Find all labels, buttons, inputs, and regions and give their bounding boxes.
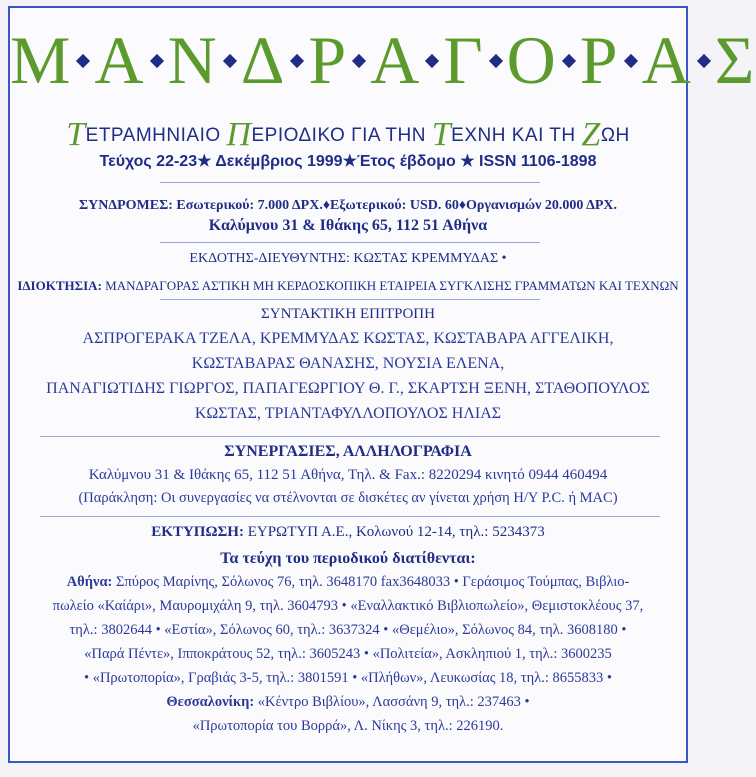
issue-line: Τεύχος 22-23★ Δεκέμβριος 1999★Έτος έβδομο ★ ISSN 1106-1898: [99, 153, 597, 170]
divider: [160, 242, 540, 243]
collaboration-heading: ΣΥΝΕΡΓΑΣΙΕΣ, ΑΛΛΗΛΟΓΡΑΦΙΑ: [224, 443, 472, 460]
divider: [160, 182, 540, 183]
athens-line: τηλ.: 3802644 • «Εστία», Σόλωνος 60, τηλ.: 3637324 • «Θεμέλιο», Σόλωνος 84, τηλ. 3608180 •: [69, 622, 627, 638]
subtitle-initial: Τ: [66, 116, 86, 153]
diamond-separator-icon: [76, 54, 90, 68]
title-letter: Ο: [506, 22, 558, 98]
divider: [40, 436, 660, 437]
editorial-member-line: ΚΩΣΤΑΒΑΡΑΣ ΘΑΝΑΣΗΣ, ΝΟΥΣΙΑ ΕΛΕΝΑ,: [191, 355, 505, 372]
athens-line: «Παρά Πέντε», Ιπποκράτους 52, τηλ.: 3605243 • «Πολιτεία», Ασκληπιού 1, τηλ.: 3600235: [84, 646, 612, 662]
diamond-separator-icon: [697, 54, 711, 68]
divider: [160, 299, 540, 300]
masthead-title: [10, 20, 756, 100]
thessaloniki-line: «Πρωτοπορία του Βορρά», Λ. Νίκης 3, τηλ.: 226190.: [192, 718, 504, 734]
title-letter: Α: [641, 22, 693, 98]
publisher-name: ΚΩΣΤΑΣ ΚΡΕΜΜΥΔΑΣ •: [353, 251, 507, 266]
diamond-separator-icon: [290, 54, 304, 68]
ownership-text: ΜΑΝΔΡΑΓΟΡΑΣ ΑΣΤΙΚΗ ΜΗ ΚΕΡΔΟΣΚΟΠΙΚΗ ΕΤΑΙΡΕΙΑ ΣΥΓΚΛΙΣΗΣ ΓΡΑΜΜΑΤΩΝ ΚΑΙ ΤΕΧΝΩΝ: [105, 278, 679, 293]
thessaloniki-line: [10, 694, 686, 711]
printing-text: ΕΥΡΩΤΥΠ Α.Ε., Κολωνού 12-14, τηλ.: 5234373: [247, 524, 545, 540]
ownership-label: ΙΔΙΟΚΤΗΣΙΑ:: [17, 278, 102, 293]
collaboration-address: Καλύμνου 31 & Ιθάκης 65, 112 51 Αθήνα, Τηλ. & Fax.: 8220294 κινητό 0944 460494: [88, 467, 608, 483]
subscriptions-address: Καλύμνου 31 & Ιθάκης 65, 112 51 Αθήνα: [208, 217, 488, 234]
title-letter: Σ: [714, 22, 756, 98]
athens-line: [10, 574, 686, 591]
subtitle-initial: Π: [226, 116, 252, 153]
editorial-heading: ΣΥΝΤΑΚΤΙΚΗ ΕΠΙΤΡΟΠΗ: [261, 306, 435, 322]
editorial-member-line: ΑΣΠΡΟΓΕΡΑΚΑ ΤΖΕΛΑ, ΚΡΕΜΜΥΔΑΣ ΚΩΣΤΑΣ, ΚΩΣΤΑΒΑΡΑ ΑΓΓΕΛΙΚΗ,: [82, 330, 614, 347]
diamond-separator-icon: [223, 54, 237, 68]
title-letter: Δ: [240, 22, 287, 98]
diamond-separator-icon: [489, 54, 503, 68]
publisher-line: [10, 251, 686, 267]
subtitle-word: ΕΧΝΗ ΚΑΙ ΤΗ: [451, 125, 576, 146]
thessaloniki-label: Θεσσαλονίκη:: [166, 694, 255, 710]
title-letter: Ν: [167, 22, 219, 98]
diamond-separator-icon: [425, 54, 439, 68]
ownership-line: [10, 278, 686, 294]
diamond-separator-icon: [624, 54, 638, 68]
subtitle-word: ΕΡΙΟΔΙΚΟ ΓΙΑ ΤΗΝ: [251, 125, 426, 146]
subtitle-initial: Τ: [431, 116, 452, 153]
subscriptions-line: [10, 198, 686, 214]
diamond-separator-icon: [352, 54, 366, 68]
subtitle-initial: Ζ: [581, 116, 601, 153]
diamond-separator-icon: [562, 54, 576, 68]
subscriptions-label: ΣΥΝΔΡΟΜΕΣ:: [78, 198, 173, 213]
subscriptions-text: Εσωτερικού: 7.000 ΔΡΧ.♦Εξωτερικού: USD. 60♦Οργανισμών 20.000 ΔΡΧ.: [176, 198, 618, 213]
title-letter: Μ: [10, 22, 73, 98]
title-letter: Ρ: [579, 22, 620, 98]
athens-label: Αθήνα:: [66, 574, 113, 590]
masthead-subtitle: [10, 116, 686, 154]
publisher-label: ΕΚΔΟΤΗΣ-ΔΙΕΥΘΥΝΤΗΣ:: [189, 251, 350, 266]
title-letter: Ρ: [308, 22, 349, 98]
athens-line: • «Πρωτοπορία», Γραβιάς 3-5, τηλ.: 3801591 • «Πλήθων», Λευκωσίας 18, τηλ.: 8655833 •: [84, 670, 612, 686]
subtitle-word: ΕΤΡΑΜΗΝΙΑΙΟ: [85, 125, 221, 146]
title-letter: Α: [94, 22, 146, 98]
distribution-heading: Τα τεύχη του περιοδικού διατίθενται:: [220, 550, 476, 567]
title-letter: Α: [370, 22, 422, 98]
athens-line: πωλείο «Καίάρι», Μαυρομιχάλη 9, τηλ. 3604793 • «Εναλλακτικό Βιβλιοπωλείο», Θεμιστοκλέους 37,: [52, 598, 644, 614]
subtitle-word: ΩΗ: [600, 125, 630, 146]
printing-line: [10, 524, 686, 541]
printing-label: ΕΚΤΥΠΩΣΗ:: [151, 524, 244, 540]
colophon-page: [8, 6, 756, 763]
editorial-member-line: ΠΑΝΑΓΙΩΤΙΔΗΣ ΓΙΩΡΓΟΣ, ΠΑΠΑΓΕΩΡΓΙΟΥ Θ. Γ., ΣΚΑΡΤΣΗ ΞΕΝΗ, ΣΤΑΘΟΠΟΥΛΟΣ: [46, 380, 650, 397]
diamond-separator-icon: [150, 54, 164, 68]
title-letter: Γ: [443, 22, 485, 98]
divider: [40, 516, 660, 517]
thessaloniki-text: «Κέντρο Βιβλίου», Λασσάνη 9, τηλ.: 237463 •: [257, 694, 530, 710]
collaboration-note: (Παράκληση: Οι συνεργασίες να στέλνονται σε δισκέτες αν γίνεται χρήση Η/Υ P.C. ή MAC): [78, 490, 618, 506]
editorial-member-line: ΚΩΣΤΑΣ, ΤΡΙΑΝΤΑΦΥΛΛΟΠΟΥΛΟΣ ΗΛΙΑΣ: [194, 405, 502, 422]
athens-text: Σπύρος Μαρίνης, Σόλωνος 76, τηλ. 3648170 fax3648033 • Γεράσιμος Τούμπας, Βιβλιο-: [116, 574, 630, 590]
